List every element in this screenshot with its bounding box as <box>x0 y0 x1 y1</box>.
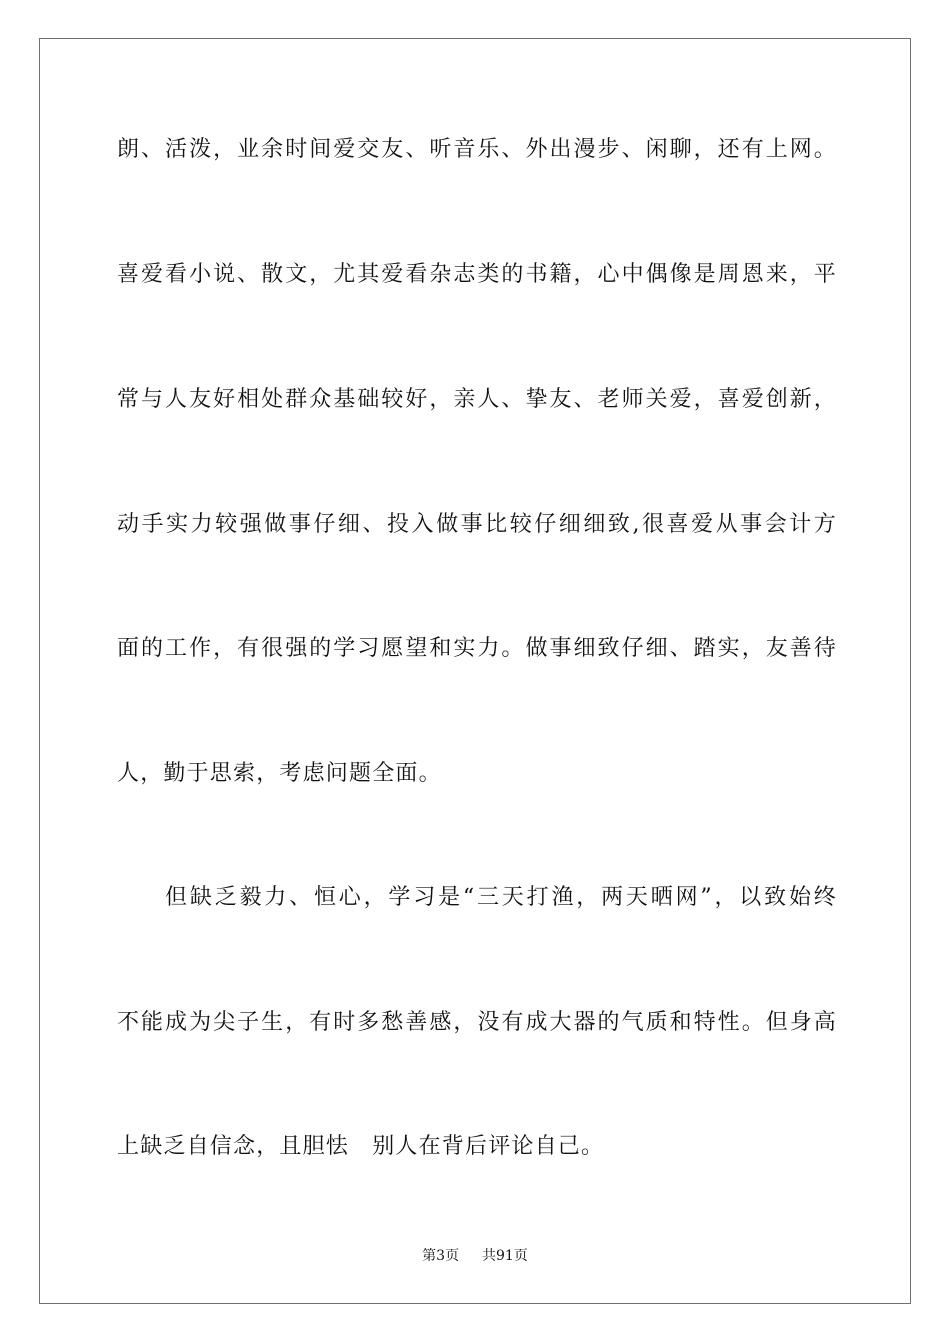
paragraph-line: 不能成为尖子生，有时多愁善感，没有成大器的气质和特性。但身高 <box>117 1010 837 1035</box>
paragraph-line: 上缺乏自信念，且胆怯 别人在背后评论自己。 <box>117 1134 605 1159</box>
page-border <box>39 38 911 1304</box>
paragraph-line: 朗、活泼，业余时间爱交友、听音乐、外出漫步、闲聊，还有上网。 <box>117 137 837 162</box>
page-total: 共91页 <box>482 1248 528 1264</box>
paragraph-line: 喜爱看小说、散文，尤其爱看杂志类的书籍，心中偶像是周恩来，平 <box>117 262 837 287</box>
paragraph-line: 但缺乏毅力、恒心，学习是“三天打渔，两天晒网”，以致始终 <box>165 885 837 910</box>
paragraph-line: 动手实力较强做事仔细、投入做事比较仔细细致,很喜爱从事会计方 <box>117 512 837 537</box>
paragraph-line: 面的工作，有很强的学习愿望和实力。做事细致仔细、踏实，友善待 <box>117 636 837 661</box>
page-number: 第3页 <box>422 1248 460 1264</box>
paragraph-line: 常与人友好相处群众基础较好，亲人、挚友、老师关爱，喜爱创新， <box>117 387 837 412</box>
page-footer <box>0 1246 950 1266</box>
paragraph-line: 人，勤于思索，考虑问题全面。 <box>117 761 442 786</box>
